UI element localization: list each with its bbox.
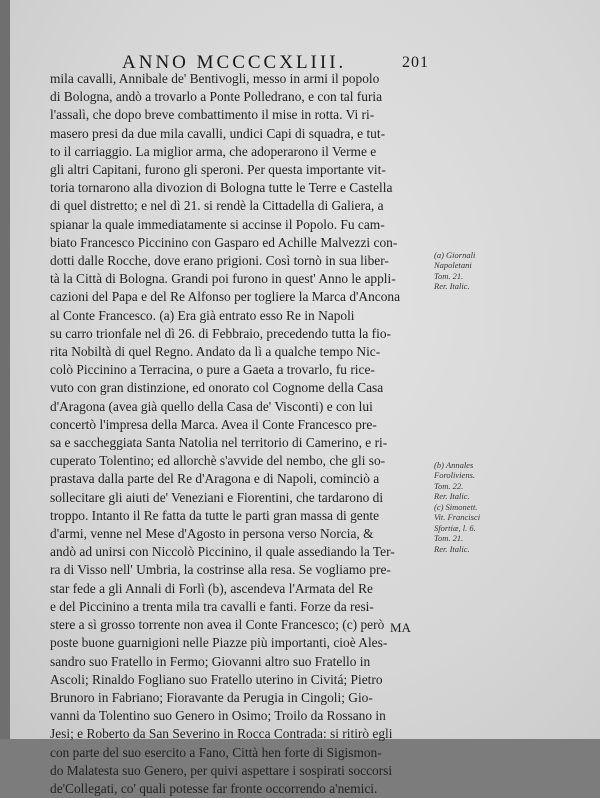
text-line: do Malatesta suo Genero, per quivi aspettare i sospirati soccorsi [50, 762, 393, 778]
left-page-edge [0, 0, 10, 739]
text-line: masero presi da due mila cavalli, undici Capi di squadra, e tut- [50, 125, 386, 141]
text-line: mila cavalli, Annibale de' Bentivogli, messo in armi il popolo [50, 71, 380, 86]
side-note-line: (c) Simonett. [434, 502, 478, 512]
side-note-line: Tom. 21. [434, 270, 464, 281]
text-line: vanni da Tolentino suo Genero in Osimo; Troilo da Rossano in [50, 708, 386, 724]
side-note-line: Foroliviens. [434, 470, 475, 481]
page-number: 201 [402, 54, 429, 71]
text-line: vuto con gran distinzione, ed onorato col Cognome della Casa [50, 380, 384, 396]
text-line: andò ad unirsi con Niccolò Piccinino, il quale assediando la Ter- [50, 544, 395, 560]
text-line: cuperato Tolentino; ed allorchè s'avvide del nembo, che gli so- [50, 453, 386, 469]
text-line: spianar la quale immediatamente si accinse il Popolo. Fu cam- [50, 216, 385, 232]
text-line: sollecitare gli aiuti de' Veneziani e Fiorentini, che tardarono di [50, 489, 384, 505]
book-page [10, 0, 600, 796]
text-line: rita Nobiltà di quel Regno. Andato da lì a qualche tempo Nic- [50, 344, 381, 360]
text-line: toria tornarono alla divozion di Bologna tutte le Terre e Castella [50, 180, 393, 196]
text-line: prastava dalla parte del Re d'Aragona e di Napoli, cominciò a [50, 471, 380, 487]
catchword: MA [390, 620, 411, 635]
side-note-line: (a) Giornali [434, 250, 476, 260]
side-note-line: Rer. Italic. [434, 281, 470, 292]
side-note-line: Vit. Francisci [434, 512, 481, 523]
text-line: Jesi; e Roberto da San Severino in Rocca Contrada: si ritirò egli [50, 726, 393, 742]
text-line: dotti dalle Rocche, dove erano prigioni. Così tornò in sua liber- [50, 253, 389, 269]
side-note-b [434, 460, 496, 502]
side-note-line: Tom. 21. [434, 533, 464, 544]
body-text [50, 70, 436, 798]
side-note-line: Rer. Italic. [434, 543, 470, 554]
text-line: to il carriaggio. La miglior arma, che adoperarono il Verme e [50, 143, 377, 159]
side-note-line: (b) Annales [434, 460, 474, 470]
text-line: di quel distretto; e nel dì 21. si rendè la Cittadella di Galiera, a [50, 198, 384, 214]
side-note-line: Sfortiæ, l. 6. [434, 522, 476, 533]
running-header-title: ANNO MCCCCXLIII. [122, 52, 347, 73]
text-line: ra di Visso nell' Umbria, la costrinse alla resa. Se vogliamo pre- [50, 562, 391, 578]
text-line: poste buone guarnigioni nelle Piazze più importanti, cioè Ales- [50, 635, 388, 651]
text-line: d'Aragona (avea già quello della Casa de' Visconti) e con lui [50, 398, 373, 414]
text-line: stere a sì grosso torrente non avea il Conte Francesco; (c) però [50, 617, 385, 633]
text-line: biato Francesco Piccinino con Gasparo ed Achille Malvezzi con- [50, 234, 398, 250]
text-line: al Conte Francesco. (a) Era già entrato esso Re in Napoli [50, 307, 355, 323]
text-line: sa e saccheggiata Santa Natolia nel territorio di Camerino, e ri- [50, 435, 388, 451]
text-line: troppo. Intanto il Re fatta da tutte le parti gran massa di gente [50, 507, 380, 523]
text-line: cazioni del Papa e del Re Alfonso per togliere la Marca d'Ancona [50, 289, 401, 305]
side-note-line: Tom. 22. [434, 480, 464, 491]
text-line: star fede a gli Annali di Forlì (b), ascendeva l'Armata del Re [50, 580, 373, 596]
text-line: sandro suo Fratello in Fermo; Giovanni altro suo Fratello in [50, 653, 371, 669]
text-line: de'Collegati, co' quali potesse far fronte occorrendo a'nemici. [50, 780, 378, 796]
text-line: con parte del suo esercito a Fano, Città hen forte di Sigismon- [50, 744, 382, 760]
text-line: d'armi, venne nel Mese d'Agosto in persona verso Norcia, & [50, 526, 374, 542]
text-line: concertò l'impresa della Marca. Avea il Conte Francesco pre- [50, 416, 377, 432]
side-note-line: Rer. Italic. [434, 491, 470, 502]
text-line: tà la Città di Bologna. Grandi poi furono in quest' Anno le appli- [50, 271, 396, 287]
side-note-a [434, 250, 496, 292]
side-note-c [434, 502, 496, 554]
text-line: su carro trionfale nel dì 26. di Febbraio, precedendo tutta la fio- [50, 325, 391, 341]
text-line: di Bologna, andò a trovarlo a Ponte Polledrano, e con tal furia [50, 89, 383, 105]
text-line: l'assalì, che dopo breve combattimento il mise in rotta. Vi ri- [50, 107, 375, 123]
text-line: colò Piccinino a Terracina, o pure a Gaeta a trovarlo, fu rice- [50, 362, 375, 378]
text-line: Brunoro in Fabriano; Fioravante da Perugia in Cingoli; Gio- [50, 689, 373, 705]
text-line: gli altri Capitani, furono gli speroni. Per questa importante vit- [50, 162, 386, 178]
side-note-line: Napoletani [434, 260, 472, 271]
text-line: e del Piccinino a trenta mila tra cavalli e fanti. Forze da resi- [50, 598, 374, 614]
text-line: Ascoli; Rinaldo Fogliano suo Fratello uterino in Civitá; Pietro [50, 671, 383, 687]
